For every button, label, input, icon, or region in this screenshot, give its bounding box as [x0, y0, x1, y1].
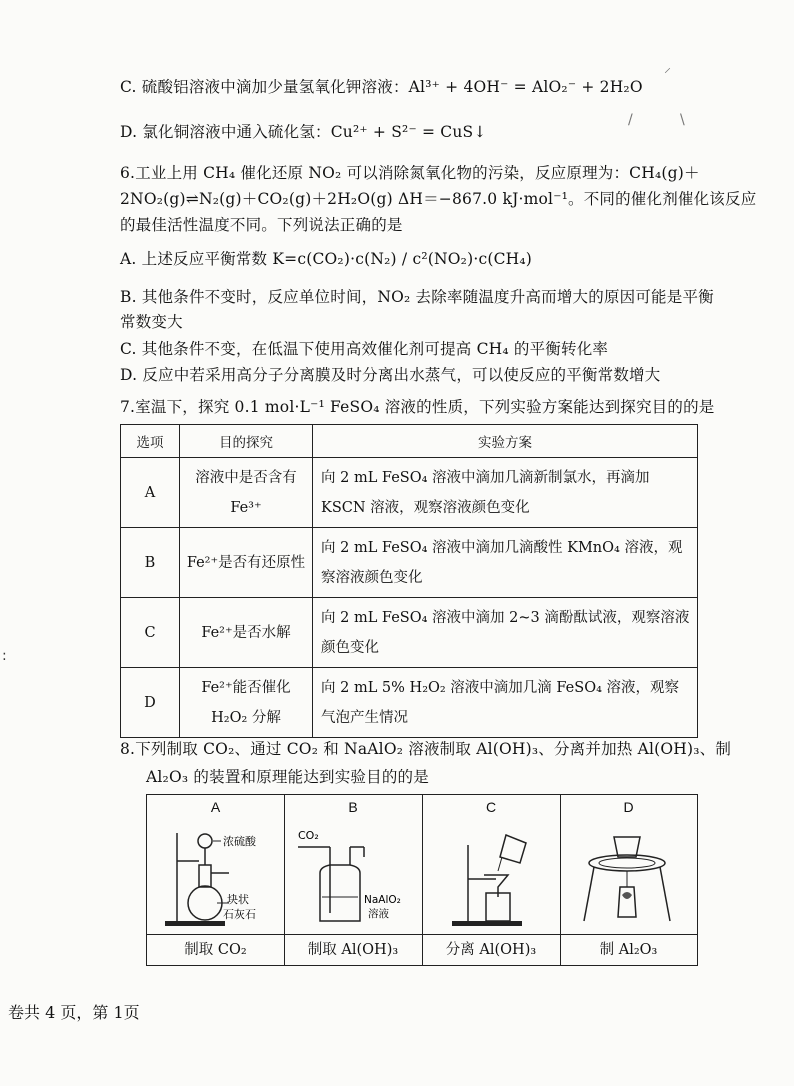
- q7-row-goal: Fe²⁺能否催化 H₂O₂ 分解: [180, 668, 313, 738]
- q7-row-option: C: [121, 598, 180, 668]
- stray-tick-mark: ⸝: [664, 60, 671, 76]
- q7-table: [120, 424, 698, 738]
- q8-letter: B: [348, 799, 358, 815]
- q7-stem: 7.室温下，探究 0.1 mol·L⁻¹ FeSO₄ 溶液的性质，下列实验方案能达到探究目的的是: [120, 398, 715, 416]
- q7-row-plan: 向 2 mL FeSO₄ 溶液中滴加几滴酸性 KMnO₄ 溶液，观察溶液颜色变化: [313, 528, 698, 598]
- q7-table-header: [121, 425, 698, 458]
- table-row: [121, 598, 698, 668]
- q8-b-label-co2: CO₂: [298, 829, 319, 842]
- q7-row-goal: Fe²⁺是否水解: [180, 598, 313, 668]
- q8-caption: 分离 Al(OH)₃: [422, 934, 560, 965]
- q8-stem-line1: 8.下列制取 CO₂、通过 CO₂ 和 NaAlO₂ 溶液制取 Al(OH)₃、分离并加热 Al(OH)₃、制: [120, 740, 732, 758]
- q8-letter: A: [210, 799, 221, 815]
- q7-header-goal: 目的探究: [180, 425, 313, 458]
- q8-col-a: [147, 795, 285, 965]
- stray-tick-mark: \: [680, 112, 685, 128]
- q6-stem-line1: 6.工业上用 CH₄ 催化还原 NO₂ 可以消除氮氧化物的污染，反应原理为：CH₄(g)＋: [120, 164, 700, 182]
- table-row: [121, 528, 698, 598]
- q8-a-label-block: 块状: [227, 893, 249, 906]
- q8-caption: 制 Al₂O₃: [560, 934, 697, 965]
- table-row: [121, 458, 698, 528]
- q7-row-plan: 向 2 mL 5% H₂O₂ 溶液中滴加几滴 FeSO₄ 溶液，观察气泡产生情况: [313, 668, 698, 738]
- gas-bottle-icon: [284, 821, 422, 933]
- q8-letter: D: [623, 799, 634, 815]
- q7-row-goal: Fe²⁺是否有还原性: [180, 528, 313, 598]
- option-c-5: C. 硫酸铝溶液中滴加少量氢氧化钾溶液：Al³⁺ + 4OH⁻ = AlO₂⁻ + 2H₂O: [120, 78, 643, 96]
- q6-option-d: D. 反应中若采用高分子分离膜及时分离出水蒸气，可以使反应的平衡常数增大: [120, 366, 661, 384]
- q8-col-b: [284, 795, 423, 965]
- q7-row-goal: 溶液中是否含有 Fe³⁺: [180, 458, 313, 528]
- q6-stem-line3: 的最佳活性温度不同。下列说法正确的是: [120, 216, 403, 234]
- q8-caption: 制取 CO₂: [147, 934, 284, 965]
- binding-dots: :: [2, 648, 7, 664]
- option-d-5: D. 氯化铜溶液中通入硫化氢：Cu²⁺ + S²⁻ = CuS↓: [120, 123, 487, 141]
- q7-row-option: B: [121, 528, 180, 598]
- q6-option-b-line2: 常数变大: [120, 313, 183, 331]
- q8-apparatus-table: [146, 794, 698, 966]
- q8-b-label-liquid: 溶液: [368, 908, 389, 920]
- q7-row-option: D: [121, 668, 180, 738]
- q7-header-plan: 实验方案: [313, 425, 698, 458]
- stray-tick-mark: /: [628, 112, 633, 128]
- q6-option-c: C. 其他条件不变，在低温下使用高效催化剂可提高 CH₄ 的平衡转化率: [120, 340, 609, 358]
- q7-row-plan: 向 2 mL FeSO₄ 溶液中滴加 2~3 滴酚酞试液，观察溶液颜色变化: [313, 598, 698, 668]
- q8-caption: 制取 Al(OH)₃: [284, 934, 422, 965]
- q6-option-b-line1: B. 其他条件不变时，反应单位时间，NO₂ 去除率随温度升高而增大的原因可能是平衡: [120, 288, 714, 306]
- q8-col-d: [560, 795, 697, 965]
- table-row: [121, 668, 698, 738]
- q8-stem-line2: Al₂O₃ 的装置和原理能达到实验目的的是: [146, 768, 429, 786]
- crucible-heating-icon: [560, 821, 697, 933]
- q8-b-label-solution: NaAlO₂: [364, 894, 401, 906]
- page-footer: 卷共 4 页，第 1页: [8, 1003, 140, 1022]
- q7-row-option: A: [121, 458, 180, 528]
- q7-header-option: 选项: [121, 425, 180, 458]
- q8-col-c: [422, 795, 561, 965]
- q8-a-label-acid: 浓硫酸: [223, 835, 256, 848]
- flask-apparatus-icon: [147, 821, 284, 933]
- q6-option-a: A. 上述反应平衡常数 K=c(CO₂)·c(N₂) / c²(NO₂)·c(CH₄): [120, 250, 533, 268]
- filtration-apparatus-icon: [422, 821, 560, 933]
- q8-letter: C: [485, 799, 497, 815]
- q7-row-plan: 向 2 mL FeSO₄ 溶液中滴加几滴新制氯水，再滴加 KSCN 溶液，观察溶液颜色变化: [313, 458, 698, 528]
- q8-a-label-limestone: 石灰石: [223, 908, 256, 921]
- q6-stem-line2: 2NO₂(g)⇌N₂(g)＋CO₂(g)＋2H₂O(g) ΔH＝−867.0 kJ·mol⁻¹。不同的催化剂催化该反应: [120, 190, 757, 208]
